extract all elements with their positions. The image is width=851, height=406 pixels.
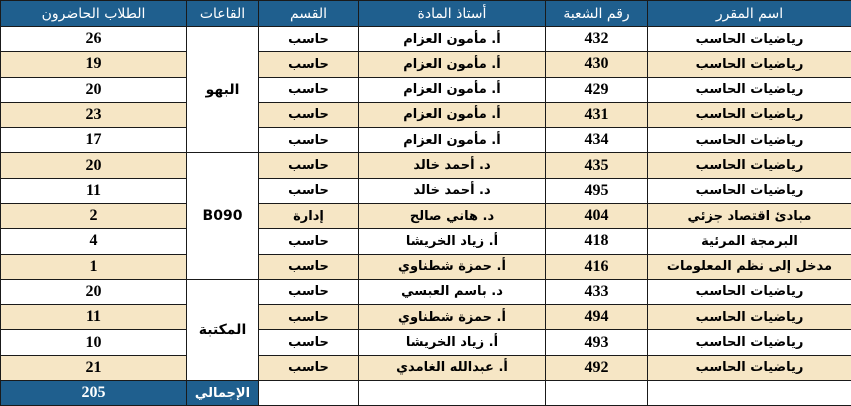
course-cell[interactable]: رياضيات الحاسب	[648, 355, 851, 380]
section-cell[interactable]: 433	[546, 279, 648, 304]
students-cell[interactable]: 26	[1, 27, 187, 52]
table-row	[1, 203, 851, 228]
course-cell[interactable]: رياضيات الحاسب	[648, 279, 851, 304]
header-row	[1, 1, 851, 27]
students-cell[interactable]: 2	[1, 203, 187, 228]
header-department: القسم	[259, 1, 359, 27]
department-cell[interactable]: حاسب	[259, 279, 359, 304]
department-cell[interactable]: حاسب	[259, 178, 359, 203]
students-cell[interactable]: 21	[1, 355, 187, 380]
table-row	[1, 102, 851, 127]
instructor-cell[interactable]: د. أحمد خالد	[359, 153, 546, 178]
instructor-cell[interactable]: أ. زياد الخريشا	[359, 330, 546, 355]
students-cell[interactable]: 11	[1, 305, 187, 330]
header-instructor: أستاذ المادة	[359, 1, 546, 27]
course-cell[interactable]: رياضيات الحاسب	[648, 330, 851, 355]
instructor-cell[interactable]: أ. مأمون العزام	[359, 77, 546, 102]
students-cell[interactable]: 23	[1, 102, 187, 127]
section-cell[interactable]: 404	[546, 203, 648, 228]
department-cell[interactable]: حاسب	[259, 128, 359, 153]
total-value[interactable]: 205	[1, 381, 187, 406]
instructor-cell[interactable]: أ. حمزة شطناوي	[359, 254, 546, 279]
instructor-cell[interactable]: أ. مأمون العزام	[359, 52, 546, 77]
instructor-cell[interactable]: د. باسم العبسي	[359, 279, 546, 304]
table-row	[1, 153, 851, 178]
students-cell[interactable]: 20	[1, 77, 187, 102]
total-label[interactable]: الإجمالي	[187, 381, 259, 406]
table-row	[1, 254, 851, 279]
department-cell[interactable]: حاسب	[259, 77, 359, 102]
students-cell[interactable]: 19	[1, 52, 187, 77]
table-row	[1, 279, 851, 304]
instructor-cell[interactable]: د. أحمد خالد	[359, 178, 546, 203]
empty-cell[interactable]	[546, 381, 648, 406]
students-cell[interactable]: 4	[1, 229, 187, 254]
instructor-cell[interactable]: أ. حمزة شطناوي	[359, 305, 546, 330]
department-cell[interactable]: حاسب	[259, 305, 359, 330]
students-cell[interactable]: 11	[1, 178, 187, 203]
total-row	[1, 381, 851, 406]
section-cell[interactable]: 492	[546, 355, 648, 380]
course-cell[interactable]: رياضيات الحاسب	[648, 305, 851, 330]
course-cell[interactable]: رياضيات الحاسب	[648, 153, 851, 178]
course-cell[interactable]: البرمجة المرئية	[648, 229, 851, 254]
course-cell[interactable]: مبادئ اقتصاد جزئي	[648, 203, 851, 228]
table-row	[1, 128, 851, 153]
table-row	[1, 305, 851, 330]
section-cell[interactable]: 430	[546, 52, 648, 77]
header-section: رقم الشعبة	[546, 1, 648, 27]
course-cell[interactable]: مدخل إلى نظم المعلومات	[648, 254, 851, 279]
course-cell[interactable]: رياضيات الحاسب	[648, 27, 851, 52]
instructor-cell[interactable]: أ. زياد الخريشا	[359, 229, 546, 254]
section-cell[interactable]: 495	[546, 178, 648, 203]
department-cell[interactable]: حاسب	[259, 355, 359, 380]
table-row	[1, 27, 851, 52]
department-cell[interactable]: حاسب	[259, 254, 359, 279]
instructor-cell[interactable]: د. هاني صالح	[359, 203, 546, 228]
table-row	[1, 52, 851, 77]
section-cell[interactable]: 416	[546, 254, 648, 279]
students-cell[interactable]: 1	[1, 254, 187, 279]
section-cell[interactable]: 431	[546, 102, 648, 127]
empty-cell[interactable]	[648, 381, 851, 406]
table-row	[1, 355, 851, 380]
department-cell[interactable]: إدارة	[259, 203, 359, 228]
instructor-cell[interactable]: أ. مأمون العزام	[359, 102, 546, 127]
students-cell[interactable]: 20	[1, 153, 187, 178]
students-cell[interactable]: 10	[1, 330, 187, 355]
section-cell[interactable]: 434	[546, 128, 648, 153]
section-cell[interactable]: 432	[546, 27, 648, 52]
department-cell[interactable]: حاسب	[259, 229, 359, 254]
course-cell[interactable]: رياضيات الحاسب	[648, 128, 851, 153]
table-row	[1, 229, 851, 254]
table-row	[1, 77, 851, 102]
department-cell[interactable]: حاسب	[259, 52, 359, 77]
department-cell[interactable]: حاسب	[259, 102, 359, 127]
department-cell[interactable]: حاسب	[259, 153, 359, 178]
table-row	[1, 178, 851, 203]
hall-cell[interactable]: البهو	[187, 27, 259, 153]
students-cell[interactable]: 17	[1, 128, 187, 153]
course-cell[interactable]: رياضيات الحاسب	[648, 102, 851, 127]
students-cell[interactable]: 20	[1, 279, 187, 304]
header-students: الطلاب الحاضرون	[1, 1, 187, 27]
department-cell[interactable]: حاسب	[259, 27, 359, 52]
department-cell[interactable]: حاسب	[259, 330, 359, 355]
instructor-cell[interactable]: أ. مأمون العزام	[359, 128, 546, 153]
empty-cell[interactable]	[359, 381, 546, 406]
hall-cell[interactable]: المكتبة	[187, 279, 259, 380]
header-course: اسم المقرر	[648, 1, 851, 27]
instructor-cell[interactable]: أ. عبدالله الغامدي	[359, 355, 546, 380]
section-cell[interactable]: 494	[546, 305, 648, 330]
instructor-cell[interactable]: أ. مأمون العزام	[359, 27, 546, 52]
course-cell[interactable]: رياضيات الحاسب	[648, 77, 851, 102]
hall-cell[interactable]: B090	[187, 153, 259, 279]
table-row	[1, 330, 851, 355]
section-cell[interactable]: 429	[546, 77, 648, 102]
empty-cell[interactable]	[259, 381, 359, 406]
section-cell[interactable]: 418	[546, 229, 648, 254]
course-cell[interactable]: رياضيات الحاسب	[648, 178, 851, 203]
section-cell[interactable]: 435	[546, 153, 648, 178]
section-cell[interactable]: 493	[546, 330, 648, 355]
header-halls: القاعات	[187, 1, 259, 27]
course-cell[interactable]: رياضيات الحاسب	[648, 52, 851, 77]
